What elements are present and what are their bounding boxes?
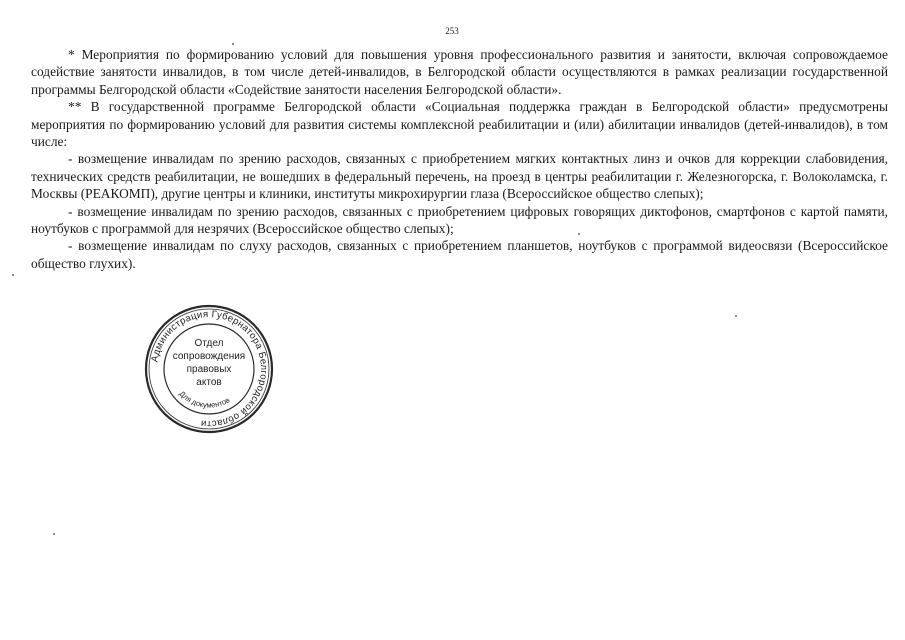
footnote-social-support: ** В государственной программе Белгородской области «Социальная поддержка граждан в Белгородской области» предусмотрены мероприятия по формированию условий для развития системы комплексной реабилитации и (или) абилитации инвалидов (детей-инвалидов), в том числе: — [31, 99, 888, 150]
stamp-center-line: актов — [196, 377, 222, 388]
list-item-vision-devices: - возмещение инвалидам по зрению расходов, связанных с приобретением цифровых говорящих диктофонов, смартфонов с картой памяти, ноутбуков с программой для незрячих (Всероссийское общество слепых); — [31, 203, 888, 237]
footnotes-text — [31, 46, 888, 272]
list-item-hearing-devices: - возмещение инвалидам по слуху расходов, связанных с приобретением планшетов, ноутбуков с программой видеосвязи (Всероссийское общество глухих). — [31, 238, 888, 271]
stamp-outer-text: Администрация Губернатора Белгородской области — [149, 308, 270, 430]
scan-speck — [735, 315, 737, 317]
scan-speck — [53, 533, 55, 535]
stamp-center-line: сопровождения — [172, 351, 246, 362]
scan-speck — [578, 233, 580, 235]
scan-speck — [12, 274, 14, 276]
stamp-center-line: правовых — [186, 364, 232, 375]
stamp-center-line: Отдел — [194, 338, 224, 349]
stamp-inner-text: Для документов — [177, 389, 232, 410]
scan-speck — [232, 43, 234, 45]
stamp-center-text — [163, 337, 255, 389]
page-number: 253 — [445, 26, 459, 36]
official-stamp — [143, 303, 275, 435]
list-item-vision-lenses: - возмещение инвалидам по зрению расходов, связанных с приобретением мягких контактных линз и очков для коррекции слабовидения, технических средств реабилитации, не вошедших в федеральный перечень, на проезд в центры реабилитации г. Железногорска, г. Волоколамска, г. Москвы (РЕАКОМП), другие центры и клиники, институты микрохирургии глаза (Всероссийское общество слепых); — [31, 151, 888, 202]
footnote-employment: * Мероприятия по формированию условий для повышения уровня профессионального развития и занятости, включая сопровождаемое содействие занятости инвалидов, в том числе детей-инвалидов, в Белгородской области осуществляются в рамках реализации государственной программы Белгородской области «Содействие занятости населения Белгородской области». — [31, 47, 888, 97]
svg-text:Для документов — [177, 389, 231, 410]
